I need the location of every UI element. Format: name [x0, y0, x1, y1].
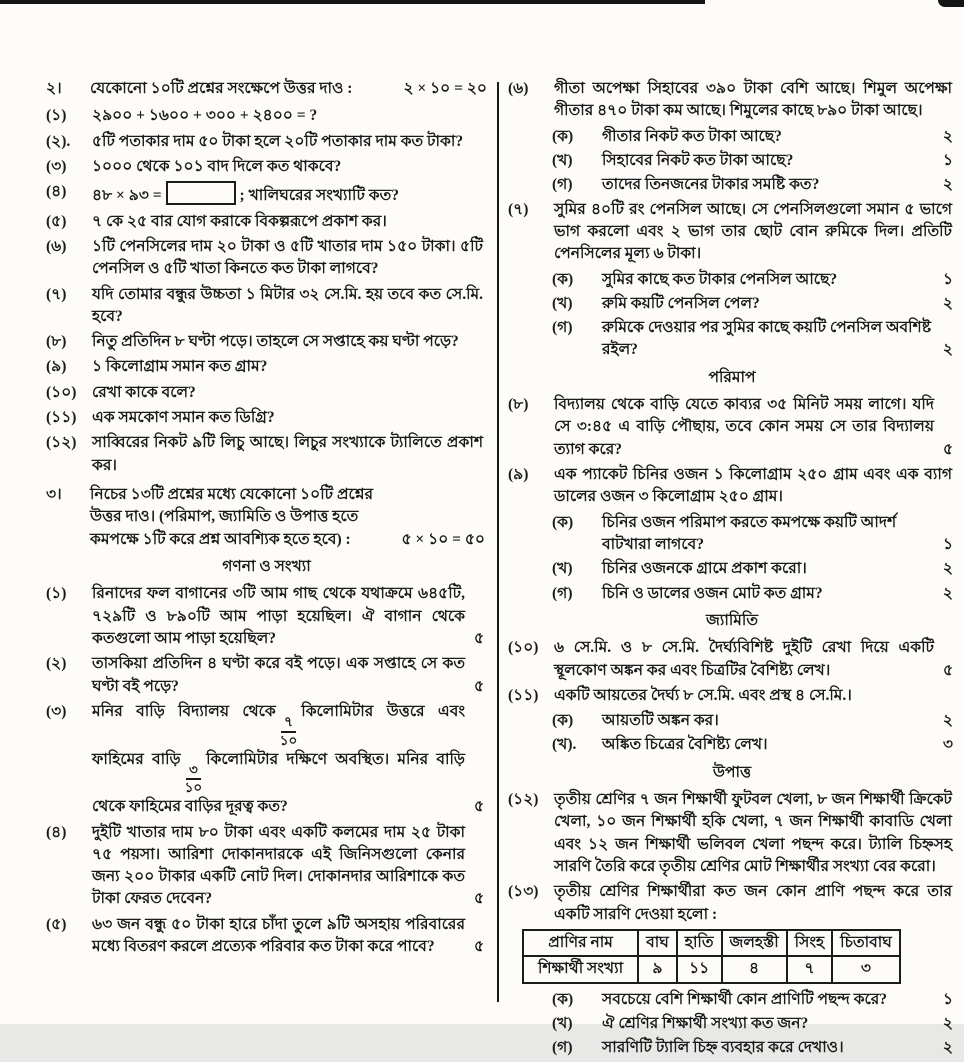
sub-question-text: রুমিকে দেওয়ার পর সুমির কাছে কয়টি পেনসিল অবশিষ্ট রইল? — [602, 319, 932, 359]
question-2-5 — [46, 211, 487, 233]
section-3-header — [46, 484, 487, 551]
sub-question-marks: ২ — [942, 1039, 953, 1057]
question-number: (৩) — [46, 157, 67, 175]
question-3-9-kha — [552, 558, 956, 580]
sub-question-number: (ক) — [552, 270, 574, 288]
question-text: সাব্বিরের নিকট ৯টি লিচু আছে। লিচুর সংখ্যাকে ট্যালিতে প্রকাশ কর। — [92, 434, 483, 474]
table-cell: ৪ — [722, 956, 787, 982]
blank-box — [166, 181, 236, 205]
sub-question-marks: ২ — [942, 127, 953, 145]
question-marks: ৫ — [473, 890, 484, 908]
question-number: (৭) — [46, 285, 67, 303]
sub-question-marks: ২ — [942, 712, 953, 730]
equation-left: ৪৮ × ৯৩ = — [92, 187, 162, 205]
sub-question-text: সবচেয়ে বেশি শিক্ষার্থী কোন প্রাণিটি পছন্দ করে? — [602, 990, 888, 1008]
table-cell: শিক্ষার্থী সংখ্যা — [523, 956, 638, 982]
sub-question-text: সিহাবের নিকট কত টাকা আছে? — [602, 151, 794, 169]
sub-question-number: (গ) — [552, 176, 573, 194]
equation-right: ; খালিঘরের সংখ্যাটি কত? — [239, 187, 400, 205]
question-number: (১২) — [46, 434, 77, 452]
animal-preference-table — [522, 929, 901, 984]
fraction-numerator: ৩ — [186, 763, 201, 781]
sub-question-marks: ২ — [942, 584, 953, 602]
question-number: (১) — [46, 585, 67, 603]
question-number: (৪) — [46, 183, 67, 201]
table-row-header — [523, 930, 900, 956]
question-text — [92, 181, 487, 207]
question-text: ৭ কে ২৫ বার যোগ করাকে বিকল্পরূপে প্রকাশ কর। — [92, 212, 387, 230]
question-number: (৮) — [46, 333, 67, 351]
question-3-7-kha — [552, 293, 956, 315]
question-text: যদি তোমার বন্ধুর উচ্চতা ১ মিটার ৩২ সে.মি. হয় তবে কত সে.মি. হবে? — [92, 285, 483, 325]
sub-question-text: আয়তটি অঙ্কন কর। — [602, 712, 719, 730]
sub-question-number: (খ). — [552, 736, 577, 754]
sub-question-number: (খ) — [552, 1014, 573, 1032]
question-number: (১০) — [46, 383, 77, 401]
question-number: (১) — [46, 107, 67, 125]
question-2-4 — [46, 181, 487, 207]
subsection-counting-heading: গণনা ও সংখ্যা — [222, 557, 311, 575]
question-text: এক প্যাকেট চিনির ওজন ১ কিলোগ্রাম ২৫০ গ্রাম এবং এক ব্যাগ ডালের ওজন ৩ কিলোগ্রাম ২৫০ গ্রাম। — [554, 466, 952, 506]
question-2-3 — [46, 156, 487, 178]
sub-question-number: (ক) — [552, 127, 574, 145]
question-2-8 — [46, 331, 487, 353]
sub-question-number: (গ) — [552, 584, 573, 602]
question-3-3 — [46, 701, 487, 819]
subsection-measure-heading: পরিমাপ — [708, 368, 756, 386]
table-cell: জলহস্তী — [722, 930, 787, 956]
question-3-11 — [508, 685, 956, 707]
question-3-1 — [46, 583, 487, 650]
question-3-11-ka — [552, 710, 956, 732]
question-text: ২৯০০ + ১৬০০ + ৩০০ + ২৪০০ = ? — [92, 107, 318, 125]
sub-question-marks: ১ — [942, 990, 953, 1008]
question-3-6-ga — [552, 174, 956, 196]
question-number: (৩) — [46, 702, 67, 720]
question-3-9 — [508, 464, 956, 509]
sub-question-text: তাদের তিনজনের টাকার সমষ্টি কত? — [602, 176, 820, 194]
question-3-13-ga — [552, 1037, 956, 1059]
section-2-title: যেকোনো ১০টি প্রশ্নের সংক্ষেপে উত্তর দাও : — [90, 80, 353, 97]
question-text: ৬৩ জন বন্ধু ৫০ টাকা হারে চাঁদা তুলে ৯টি অসহায় পরিবারের মধ্যে বিতরণ করলে প্রত্যেক পরিবার কত টাকা করে পাবে? — [92, 915, 465, 956]
table-cell: ৯ — [638, 956, 677, 982]
question-text: নিতু প্রতিদিন ৮ ঘণ্টা পড়ে। তাহলে সে সপ্তাহে কয় ঘণ্টা পড়ে? — [92, 333, 459, 351]
question-2-6 — [46, 236, 487, 281]
sub-question-marks: ২ — [942, 294, 953, 312]
table-cell: হাতি — [677, 930, 722, 956]
question-3-8 — [508, 394, 956, 461]
question-2-1 — [46, 105, 487, 127]
table-cell: ৩ — [832, 956, 900, 982]
left-column — [46, 78, 487, 1062]
question-2-2 — [46, 131, 487, 153]
table-cell: ৭ — [787, 956, 833, 982]
question-number: (৬) — [46, 237, 67, 255]
question-text: দুইটি খাতার দাম ৮০ টাকা এবং একটি কলমের দাম ২৫ টাকা ৭৫ পয়সা। আরিশা দোকানদারকে এই জিনিসগুলো কেনার জন্য ২০০ টাকার একটি নোট দিল। দোকানদার আরিশাকে কত টাকা ফেরত দেবেন? — [92, 823, 465, 908]
question-3-4 — [46, 822, 487, 911]
question-marks: ৫ — [942, 661, 953, 679]
sub-question-marks: ১ — [942, 270, 953, 288]
text-part: কিলোমিটার উত্তরে এবং ফাহিমের বাড়ি — [92, 702, 465, 768]
sub-question-marks: ২ — [942, 176, 953, 194]
question-number: (১০) — [508, 639, 539, 657]
question-2-9 — [46, 356, 487, 378]
sub-question-text: অঙ্কিত চিত্রের বৈশিষ্ট্য লেখ। — [602, 736, 768, 754]
question-number: (১২) — [508, 791, 539, 809]
question-3-13-ka — [552, 989, 956, 1011]
sub-question-text: সুমির কাছে কত টাকার পেনসিল আছে? — [602, 270, 838, 288]
sub-question-number: (খ) — [552, 560, 573, 578]
question-3-10 — [508, 637, 956, 682]
question-3-13 — [508, 881, 956, 926]
question-3-2 — [46, 653, 487, 698]
subsection-geometry-heading: জ্যামিতি — [706, 611, 758, 629]
question-text: একটি আয়তের দৈর্ঘ্য ৮ সে.মি. এবং প্রস্থ ৪ সে.মি.। — [554, 686, 852, 704]
question-3-6-ka — [552, 126, 956, 148]
table-cell: প্রাণির নাম — [523, 930, 638, 956]
question-text: গীতা অপেক্ষা সিহাবের ৩৯০ টাকা বেশি আছে। শিমুল অপেক্ষা গীতার ৪৭০ টাকা কম আছে। শিমুলের কাছে ৮৯০ টাকা আছে। — [554, 80, 952, 120]
fraction-denominator: ১০ — [279, 732, 298, 748]
section-3-marks: ৫ × ১০ = ৫০ — [401, 530, 485, 548]
question-text: ১টি পেনসিলের দাম ২০ টাকা ও ৫টি খাতার দাম ১৫০ টাকা। ৫টি পেনসিল ও ৫টি খাতা কিনতে কত টাকা লাগবে? — [92, 237, 483, 278]
sub-question-marks: ১ — [942, 535, 953, 553]
sub-question-marks: ২ — [942, 560, 953, 578]
sub-question-marks: ২ — [942, 1014, 953, 1032]
two-column-layout — [46, 78, 956, 1062]
sub-question-text: চিনির ওজনকে গ্রামে প্রকাশ করো। — [602, 560, 807, 578]
sub-question-number: (ক) — [552, 513, 574, 531]
scan-top-edge — [0, 0, 705, 4]
column-divider — [497, 82, 499, 1002]
question-text: ১০০০ থেকে ১০১ বাদ দিলে কত থাকবে? — [92, 157, 342, 175]
question-3-6 — [508, 78, 956, 123]
question-marks: ৫ — [473, 677, 484, 695]
question-2-10 — [46, 382, 487, 404]
question-2-7 — [46, 284, 487, 329]
question-3-13-kha — [552, 1013, 956, 1035]
table-cell: বাঘ — [638, 930, 677, 956]
question-text: বিদ্যালয় থেকে বাড়ি যেতে কাব্যর ৩৫ মিনিট সময় লাগে। যদি সে ৩:৪৫ এ বাড়ি পৌছায়, তবে কোন সময় সে তার বিদ্যালয় ত্যাগ করে? — [554, 396, 934, 458]
question-number: (১৩) — [508, 883, 539, 901]
sub-question-number: (গ) — [552, 1039, 573, 1057]
sub-question-number: (খ) — [552, 294, 573, 312]
question-3-7-ka — [552, 269, 956, 291]
section-2-header — [46, 78, 487, 100]
fraction-numerator: ৭ — [281, 715, 296, 733]
question-3-9-ga — [552, 583, 956, 605]
sub-question-text: ঐ শ্রেণির শিক্ষার্থী সংখ্যা কত জন? — [602, 1014, 809, 1032]
scan-corner-speck — [938, 0, 964, 7]
right-column — [508, 78, 956, 1062]
subsection-data-heading: উপাত্ত — [712, 763, 752, 781]
question-text — [92, 701, 487, 819]
question-number: (৬) — [508, 80, 529, 97]
question-3-12 — [508, 789, 956, 878]
question-number: (৮) — [508, 396, 529, 414]
sub-question-number: (গ) — [552, 319, 573, 337]
question-2-12 — [46, 432, 487, 477]
question-3-9-ka — [552, 512, 956, 557]
sub-question-number: (ক) — [552, 712, 574, 730]
question-marks: ৫ — [473, 938, 484, 956]
question-text: রেখা কাকে বলে? — [92, 383, 196, 401]
question-text: ১ কিলোগ্রাম সমান কত গ্রাম? — [92, 358, 268, 376]
question-3-6-kha — [552, 150, 956, 172]
question-3-5 — [46, 914, 487, 959]
section-2-number: ২। — [46, 80, 62, 97]
section-3-title: নিচের ১৩টি প্রশ্নের মধ্যে যেকোনো ১০টি প্রশ্নের উত্তর দাও। (পরিমাপ, জ্যামিতি ও উপাত্ত হতে কমপক্ষে ১টি করে প্রশ্ন আবশ্যিক হতে হবে) : — [90, 486, 374, 548]
question-text: সুমির ৪০টি রং পেনসিল আছে। সে পেনসিলগুলো সমান ৫ ভাগে ভাগ করলো এবং ২ ভাগ তার ছোট বোন রুমিকে দিল। প্রতিটি পেনসিলের মূল্য ৬ টাকা। — [554, 200, 952, 263]
section-3-number: ৩। — [46, 486, 62, 503]
text-part: মনির বাড়ি বিদ্যালয় থেকে — [92, 702, 276, 720]
fraction-denominator: ১০ — [184, 780, 203, 796]
question-text: এক সমকোণ সমান কত ডিগ্রি? — [92, 409, 275, 427]
question-marks: ৫ — [942, 440, 953, 458]
question-marks: ৫ — [473, 798, 484, 816]
question-text: তাসকিয়া প্রতিদিন ৪ ঘণ্টা করে বই পড়ে। এক সপ্তাহে সে কত ঘণ্টা বই পড়ে? — [92, 655, 465, 695]
question-number: (১১) — [508, 686, 539, 704]
question-number: (৭) — [508, 200, 529, 218]
sub-question-number: (ক) — [552, 990, 574, 1008]
table-cell: সিংহ — [787, 930, 833, 956]
sub-question-marks: ২ — [942, 341, 953, 359]
sub-question-text: চিনির ওজন পরিমাপ করতে কমপক্ষে কয়টি আদর্শ বাটখারা লাগবে? — [602, 513, 897, 553]
sub-question-number: (খ) — [552, 151, 573, 169]
fraction-7-10 — [280, 715, 298, 749]
question-number: (১১) — [46, 409, 77, 427]
question-3-7-ga — [552, 317, 956, 362]
sub-question-text: গীতার নিকট কত টাকা আছে? — [602, 127, 782, 145]
sub-question-text: সারণিটি ট্যালি চিহ্ন ব্যবহার করে দেখাও। — [602, 1039, 844, 1057]
question-text: ৫টি পতাকার দাম ৫০ টাকা হলে ২০টি পতাকার দাম কত টাকা? — [92, 132, 464, 150]
question-number: (৫) — [46, 915, 67, 933]
question-number: (৪) — [46, 823, 67, 841]
sub-question-marks: ৩ — [942, 736, 953, 754]
question-3-11-kha — [552, 734, 956, 756]
question-number: (৫) — [46, 212, 67, 230]
sub-question-text: চিনি ও ডালের ওজন মোট কত গ্রাম? — [602, 584, 823, 602]
fraction-3-10 — [185, 763, 203, 797]
question-text: রিনাদের ফল বাগানের ৩টি আম গাছ থেকে যথাক্রমে ৬৪৫টি, ৭২৯টি ও ৮৯০টি আম পাড়া হয়েছিল। ঐ বাগান থেকে কতগুলো আম পাড়া হয়েছিল? — [92, 585, 465, 647]
table-cell: চিতাবাঘ — [832, 930, 900, 956]
table-row-values — [523, 956, 900, 982]
table-cell: ১১ — [677, 956, 722, 982]
sub-question-marks: ১ — [942, 151, 953, 169]
section-2-marks: ২ × ১০ = ২০ — [403, 80, 487, 97]
question-text: তৃতীয় শ্রেণির ৭ জন শিক্ষার্থী ফুটবল খেলা, ৮ জন শিক্ষার্থী ক্রিকেট খেলা, ১০ জন শিক্ষার্থী হকি খেলা, ৭ জন শিক্ষার্থী কাবাডি খেলা এবং ১২ জন শিক্ষার্থী ভলিবল খেলা পছন্দ করে। ট্যালি চিহ্নসহ সারণি তৈরি করে তৃতীয় শ্রেণির মোট শিক্ষার্থীর সংখ্যা বের করো। — [554, 791, 952, 875]
question-marks: ৫ — [473, 629, 484, 647]
question-number: (৯) — [508, 466, 529, 483]
text-part: কিলোমিটার দক্ষিণে অবস্থিত। মনির বাড়ি থেকে ফাহিমের বাড়ির দূরত্ব কত? — [92, 750, 466, 816]
sub-question-text: রুমি কয়টি পেনসিল পেল? — [602, 294, 760, 312]
question-number: (৯) — [46, 358, 67, 376]
question-text: ৬ সে.মি. ও ৮ সে.মি. দৈর্ঘ্যবিশিষ্ট দুইটি রেখা দিয়ে একটি স্থূলকোণ অঙ্কন কর এবং চিত্রটির বৈশিষ্ট্য লেখ। — [554, 639, 934, 679]
question-number: (২). — [46, 132, 71, 150]
question-2-11 — [46, 407, 487, 429]
question-number: (২) — [46, 655, 67, 673]
question-text: তৃতীয় শ্রেণির শিক্ষার্থীরা কত জন কোন প্রাণি পছন্দ করে তার একটি সারণি দেওয়া হলো : — [554, 883, 952, 923]
question-3-7 — [508, 199, 956, 266]
